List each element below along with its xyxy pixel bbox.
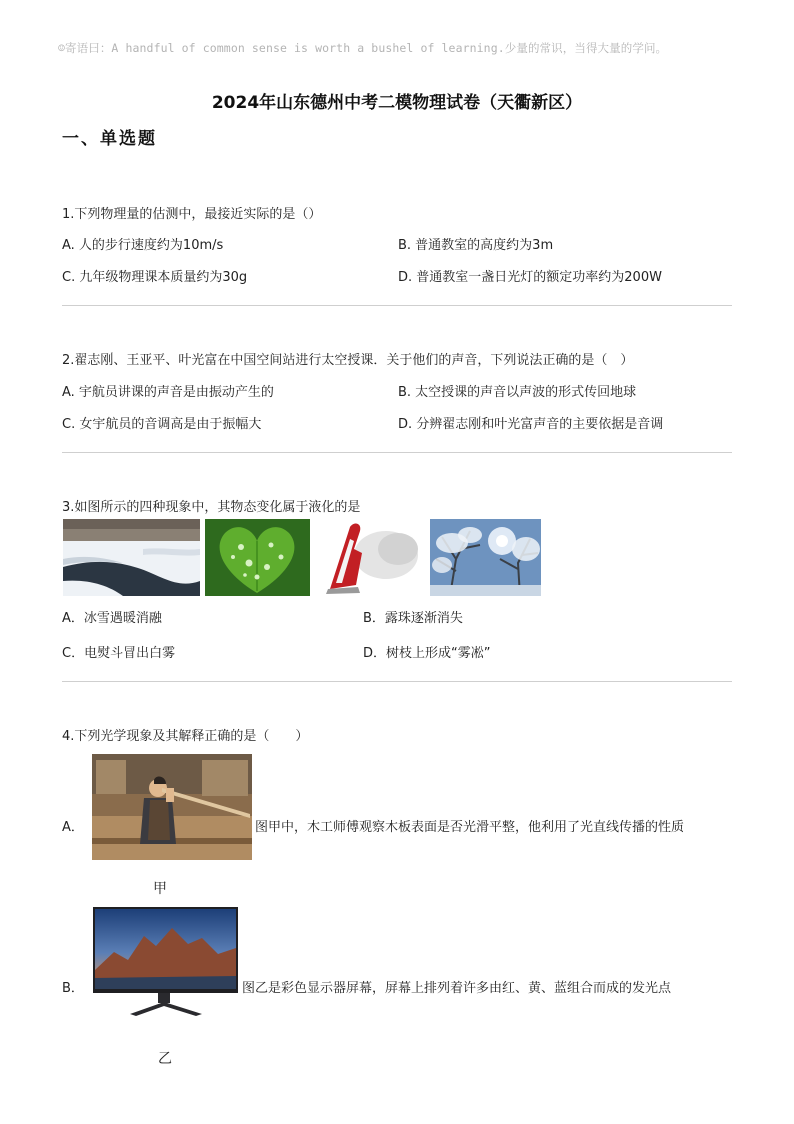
question-1-option-c[interactable]: C. 九年级物理课本质量约为30g: [62, 270, 248, 285]
question-3-option-a[interactable]: A．冰雪遇暖消融: [62, 611, 162, 626]
question-1-stem: 1.下列物理量的估测中，最接近实际的是（）: [62, 207, 322, 222]
question-2-option-c[interactable]: C. 女宇航员的音调高是由于振幅大: [62, 417, 262, 432]
section-heading: 一、单选题: [62, 129, 157, 149]
carpenter-photo: [92, 754, 252, 860]
question-3-option-d[interactable]: D．树枝上形成“雾凇”: [363, 646, 491, 661]
figure-caption-yi: 乙: [158, 1051, 172, 1067]
question-4-option-a-letter[interactable]: A．: [62, 820, 84, 835]
question-2-option-b[interactable]: B. 太空授课的声音以声波的形式传回地球: [398, 385, 637, 400]
question-3-option-c[interactable]: C．电熨斗冒出白雾: [62, 646, 176, 661]
question-4-option-b-letter[interactable]: B．: [62, 981, 84, 996]
rime-tree-image: [430, 519, 541, 596]
question-2-option-a[interactable]: A. 宇航员讲课的声音是由振动产生的: [62, 385, 274, 400]
question-2-option-d[interactable]: D. 分辨翟志刚和叶光富声音的主要依据是音调: [398, 417, 664, 432]
divider: [62, 452, 732, 453]
monitor-photo: [92, 906, 239, 1021]
figure-caption-jia: 甲: [153, 881, 167, 897]
question-4-stem: 4.下列光学现象及其解释正确的是（ ）: [62, 729, 309, 744]
question-3-stem: 3.如图所示的四种现象中，其物态变化属于液化的是: [62, 500, 361, 515]
question-1-option-a[interactable]: A. 人的步行速度约为10m/s: [62, 238, 224, 253]
question-1-option-b[interactable]: B. 普通教室的高度约为3m: [398, 238, 554, 253]
dew-drops-image: [205, 519, 310, 596]
divider: [62, 305, 732, 306]
question-2-stem: 2.翟志刚、王亚平、叶光富在中国空间站进行太空授课．关于他们的声音，下列说法正确的是（ ）: [62, 353, 634, 368]
question-3-option-b[interactable]: B．露珠逐渐消失: [363, 611, 463, 626]
question-1-option-d[interactable]: D. 普通教室一盏日光灯的额定功率约为200W: [398, 270, 662, 285]
question-4-option-a-text[interactable]: 图甲中，木工师傅观察木板表面是否光滑平整，他利用了光直线传播的性质: [255, 820, 685, 835]
steam-iron-image: [316, 519, 420, 596]
divider: [62, 681, 732, 682]
header-motto: ☺寄语曰：A handful of common sense is worth a bushel of learning.少量的常识，当得大量的学问。: [58, 41, 668, 55]
question-4-option-b-text[interactable]: 图乙是彩色显示器屏幕，屏幕上排列着许多由红、黄、蓝组合而成的发光点: [242, 981, 672, 996]
page-title: 2024年山东德州中考二模物理试卷（天衢新区）: [211, 93, 583, 113]
melting-snow-image: [63, 519, 200, 596]
